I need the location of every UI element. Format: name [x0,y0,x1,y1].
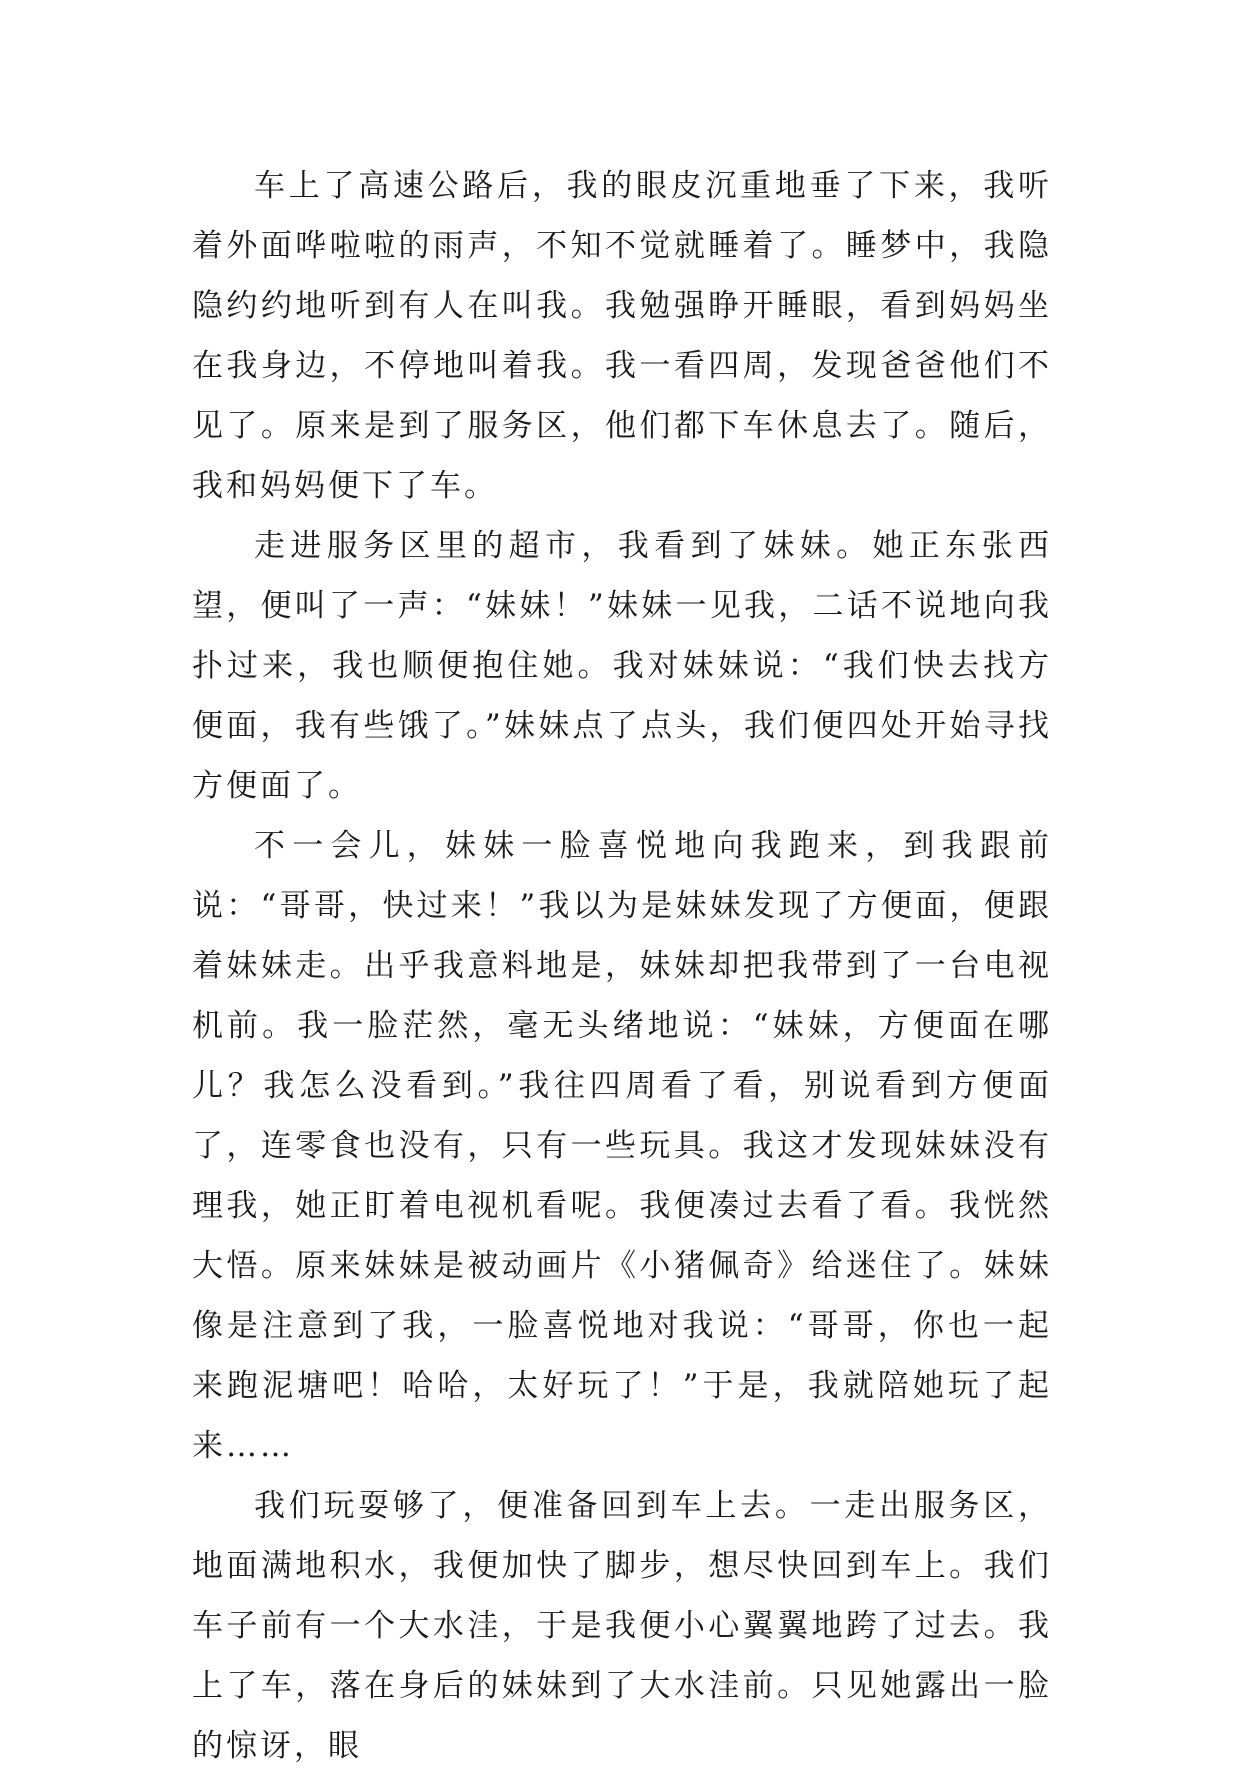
document-body [192,156,1052,1776]
paragraph-3: 不一会儿，妹妹一脸喜悦地向我跑来，到我跟前说：“哥哥，快过来！”我以为是妹妹发现了方便面，便跟着妹妹走。出乎我意料地是，妹妹却把我带到了一台电视机前。我一脸茫然，毫无头绪地说：“妹妹，方便面在哪儿？我怎么没看到。”我往四周看了看，别说看到方便面了，连零食也没有，只有一些玩具。我这才发现妹妹没有理我，她正盯着电视机看呢。我便凑过去看了看。我恍然大悟。原来妹妹是被动画片《小猪佩奇》给迷住了。妹妹像是注意到了我，一脸喜悦地对我说：“哥哥，你也一起来跑泥塘吧！哈哈，太好玩了！”于是，我就陪她玩了起来…… [192,828,1052,1464]
paragraph-1: 车上了高速公路后，我的眼皮沉重地垂了下来，我听着外面哗啦啦的雨声，不知不觉就睡着了。睡梦中，我隐隐约约地听到有人在叫我。我勉强睁开睡眼，看到妈妈坐在我身边，不停地叫着我。我一看四周，发现爸爸他们不见了。原来是到了服务区，他们都下车休息去了。随后，我和妈妈便下了车。 [192,168,1052,504]
paragraph-4: 我们玩耍够了，便准备回到车上去。一走出服务区，地面满地积水，我便加快了脚步，想尽快回到车上。我们车子前有一个大水洼，于是我便小心翼翼地跨了过去。我上了车，落在身后的妹妹到了大水洼前。只见她露出一脸的惊讶，眼 [192,1488,1052,1764]
paragraph-2: 走进服务区里的超市，我看到了妹妹。她正东张西望，便叫了一声：“妹妹！”妹妹一见我，二话不说地向我扑过来，我也顺便抱住她。我对妹妹说：“我们快去找方便面，我有些饿了。”妹妹点了点头，我们便四处开始寻找方便面了。 [192,528,1052,804]
